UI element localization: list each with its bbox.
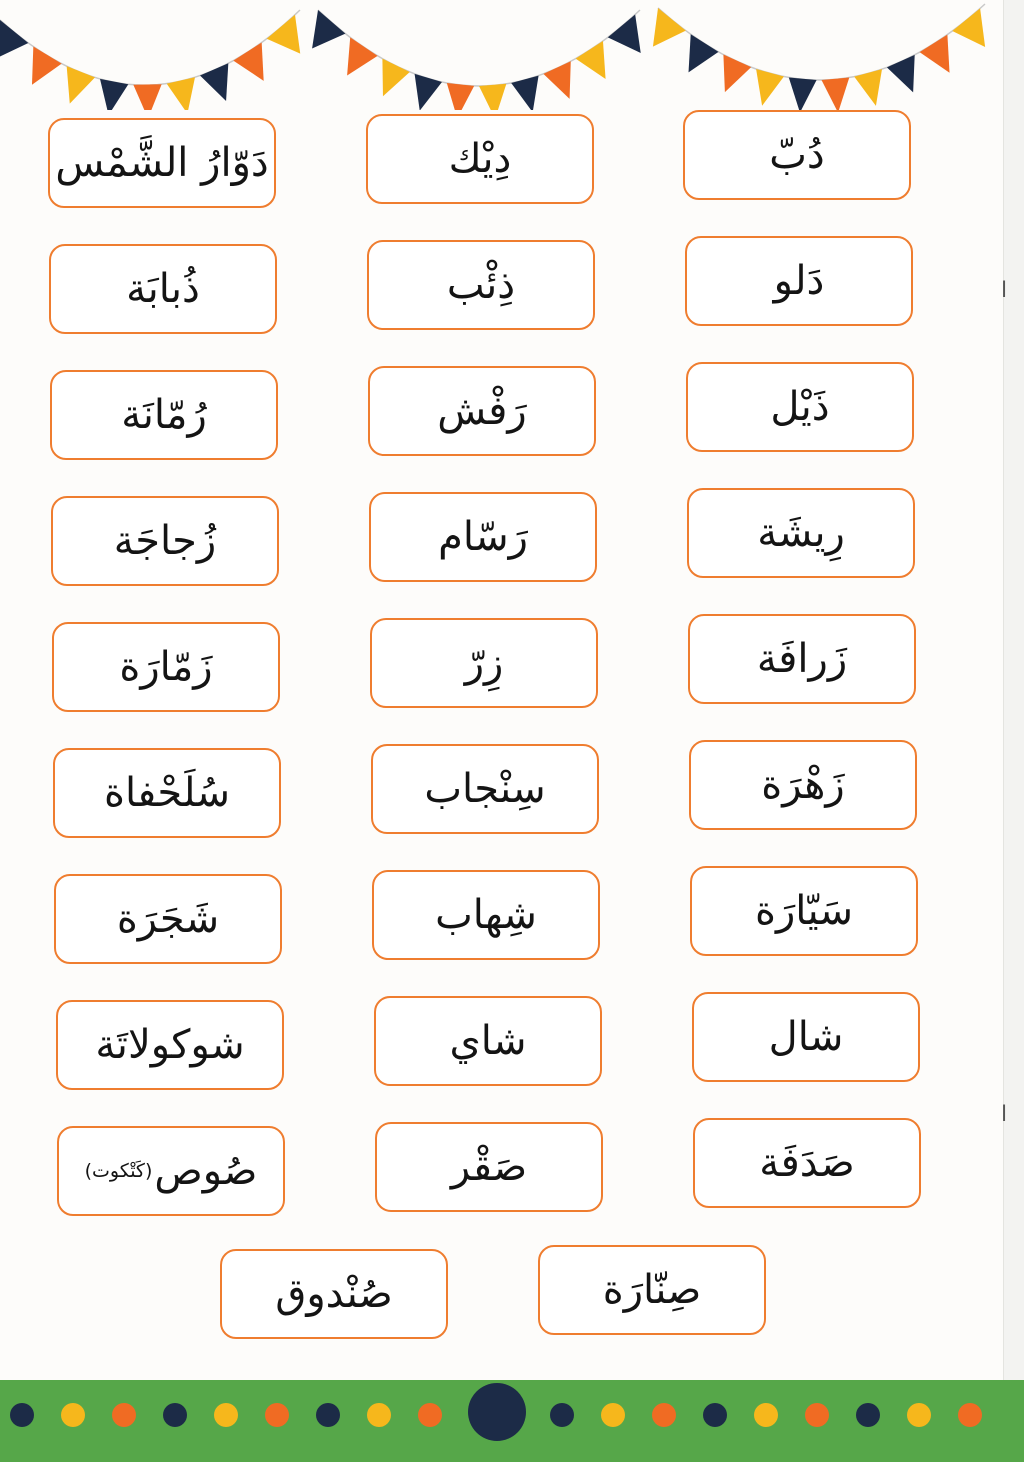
footer-dot bbox=[265, 1403, 289, 1427]
word-label: زَرافَة bbox=[756, 636, 848, 682]
word-label: زَمّارَة bbox=[119, 644, 213, 690]
word-card bbox=[692, 992, 920, 1082]
word-card bbox=[367, 240, 595, 330]
word-card bbox=[220, 1249, 448, 1339]
bunting-flag bbox=[653, 8, 686, 47]
word-label: شال bbox=[768, 1014, 844, 1060]
footer-dots-decoration bbox=[0, 1380, 1024, 1462]
footer-big-dot bbox=[468, 1383, 526, 1441]
word-card bbox=[370, 618, 598, 708]
word-label: ذَيْل bbox=[770, 384, 830, 430]
bunting-flag bbox=[689, 34, 719, 72]
word-card bbox=[52, 622, 280, 712]
bunting-flag bbox=[543, 61, 570, 99]
word-card bbox=[693, 1118, 921, 1208]
word-label: سَيّارَة bbox=[754, 888, 854, 934]
word-note: (كَتْكوت) bbox=[84, 1159, 153, 1182]
word-label: دَوّارُ الشَّمْس bbox=[55, 140, 269, 186]
word-card bbox=[375, 1122, 603, 1212]
bunting-flag bbox=[756, 69, 784, 106]
bunting-flag bbox=[233, 42, 263, 80]
word-label: رَسّام bbox=[438, 514, 528, 560]
word-card bbox=[366, 114, 594, 204]
bunting-flag bbox=[67, 66, 95, 104]
word-label: شَجَرَة bbox=[116, 896, 220, 942]
bunting-flag bbox=[576, 41, 606, 79]
footer-dot bbox=[163, 1403, 187, 1427]
word-label: رِيشَة bbox=[757, 510, 845, 556]
bunting-flag bbox=[347, 37, 377, 75]
word-card bbox=[49, 244, 277, 334]
word-card bbox=[538, 1245, 766, 1335]
word-label: سُلَحْفاة bbox=[104, 770, 230, 816]
word-card bbox=[688, 614, 916, 704]
word-label: زُجاجَة bbox=[113, 518, 217, 564]
bunting-flag bbox=[789, 77, 817, 110]
footer-dot bbox=[754, 1403, 778, 1427]
word-card bbox=[50, 370, 278, 460]
word-label: شوكولاتَة bbox=[95, 1022, 245, 1068]
footer-dot bbox=[214, 1403, 238, 1427]
word-card bbox=[686, 362, 914, 452]
word-card bbox=[372, 870, 600, 960]
word-label: دُبّ bbox=[769, 132, 825, 178]
footer-dot bbox=[703, 1403, 727, 1427]
bunting-flag bbox=[447, 83, 474, 110]
word-card bbox=[689, 740, 917, 830]
word-label: صُنْدوق bbox=[275, 1271, 393, 1317]
word-card bbox=[374, 996, 602, 1086]
footer-dot bbox=[418, 1403, 442, 1427]
footer-dot bbox=[316, 1403, 340, 1427]
word-label: رُمّانَة bbox=[121, 392, 207, 438]
bunting-flag bbox=[32, 47, 62, 85]
word-card bbox=[683, 110, 911, 200]
bunting-flag bbox=[200, 63, 228, 101]
footer-dot bbox=[958, 1403, 982, 1427]
word-label: شِهاب bbox=[435, 892, 537, 938]
footer-dot bbox=[856, 1403, 880, 1427]
bunting-flag bbox=[920, 35, 950, 73]
word-label: صُوص bbox=[154, 1148, 258, 1194]
footer-dot bbox=[112, 1403, 136, 1427]
word-card bbox=[54, 874, 282, 964]
bunting-flag bbox=[854, 69, 882, 106]
word-label: دَلو bbox=[773, 258, 825, 304]
footer-dot bbox=[601, 1403, 625, 1427]
word-label: زِرّ bbox=[464, 640, 504, 686]
footer-dot bbox=[907, 1403, 931, 1427]
word-label: دِيْك bbox=[448, 136, 512, 182]
word-card bbox=[687, 488, 915, 578]
bunting-flag bbox=[167, 77, 195, 110]
word-card bbox=[51, 496, 279, 586]
word-label: رَفْش bbox=[437, 388, 527, 434]
word-card bbox=[685, 236, 913, 326]
word-card bbox=[690, 866, 918, 956]
bunting-flag bbox=[952, 8, 985, 47]
bunting-flag bbox=[100, 79, 128, 110]
bunting-flag bbox=[479, 84, 506, 110]
footer-dot bbox=[550, 1403, 574, 1427]
word-label: ذِئْب bbox=[446, 262, 516, 308]
bunting-flag bbox=[133, 84, 161, 110]
word-label: شاي bbox=[449, 1018, 527, 1064]
bunting-flag bbox=[887, 55, 915, 93]
footer-dot bbox=[10, 1403, 34, 1427]
page-edge-mark: ا bbox=[1001, 1102, 1008, 1127]
bunting-flag bbox=[511, 76, 538, 110]
footer-dot bbox=[61, 1403, 85, 1427]
word-card bbox=[371, 744, 599, 834]
word-label: سِنْجاب bbox=[424, 766, 546, 812]
word-card bbox=[48, 118, 276, 208]
bunting-flag bbox=[415, 74, 442, 110]
word-card bbox=[57, 1126, 285, 1216]
page-edge bbox=[1003, 0, 1024, 1380]
bunting-flag bbox=[608, 14, 641, 52]
bunting-flag bbox=[382, 59, 409, 97]
word-card bbox=[368, 366, 596, 456]
page-edge-mark: ا bbox=[1001, 278, 1008, 303]
bunting-decoration bbox=[0, 0, 1024, 110]
bunting-flag bbox=[723, 55, 751, 93]
footer-dot bbox=[805, 1403, 829, 1427]
footer-dot bbox=[652, 1403, 676, 1427]
word-label: زَهْرَة bbox=[761, 762, 845, 808]
word-label: صَقْر bbox=[450, 1144, 528, 1190]
word-label: صِنّارَة bbox=[602, 1267, 702, 1313]
word-label: ذُبابَة bbox=[126, 266, 200, 312]
word-card bbox=[369, 492, 597, 582]
bunting-flag bbox=[822, 78, 850, 110]
footer-dot bbox=[367, 1403, 391, 1427]
word-label: صَدَفَة bbox=[759, 1140, 855, 1186]
word-card bbox=[53, 748, 281, 838]
word-card bbox=[56, 1000, 284, 1090]
